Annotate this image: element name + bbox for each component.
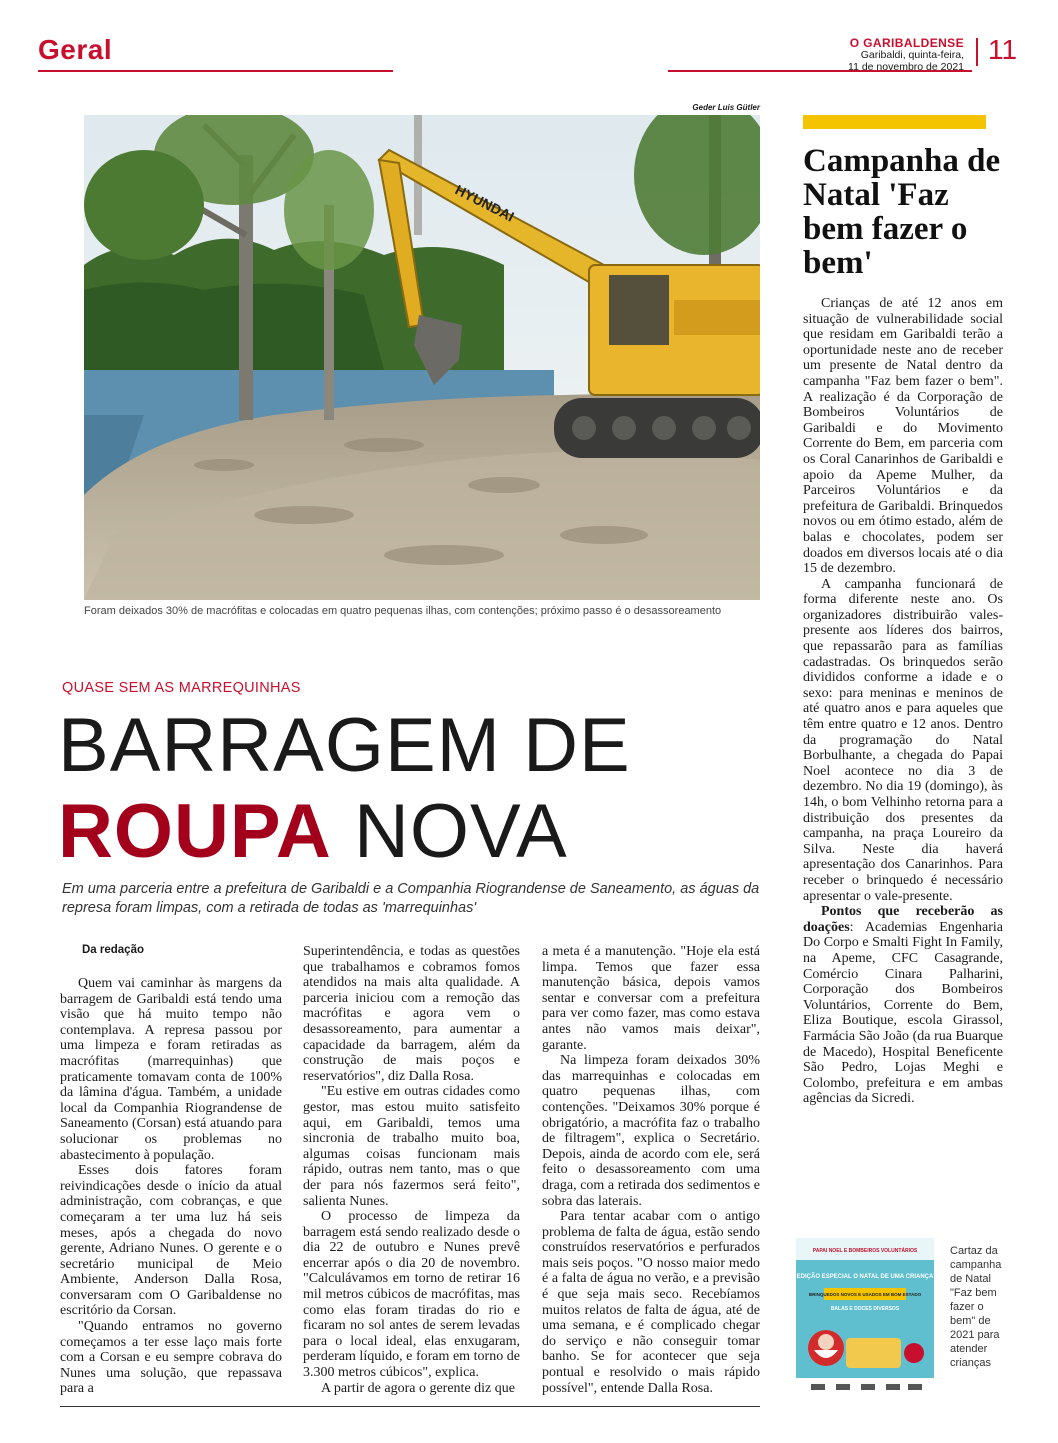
dateline-2: 11 de novembro de 2021: [848, 61, 964, 73]
headline-rest: NOVA: [353, 789, 568, 874]
poster-caption: Cartaz da campanha de Natal "Faz bem fazer o bem" de 2021 para atender crianças: [950, 1245, 1002, 1369]
header-rule-left: [38, 70, 393, 72]
deck: Em uma parceria entre a prefeitura de Garibaldi e a Companhia Riograndense de Saneamento, as águas da represa foram limpas, com a retirada de todas as 'marrequinhas': [62, 881, 760, 916]
svg-text:EDIÇÃO ESPECIAL O NATAL DE UMA: EDIÇÃO ESPECIAL O NATAL DE UMA CRIANÇA: [796, 1274, 934, 1280]
donation-points-lead: Pontos que receberão as doações: [803, 904, 1003, 935]
byline: Da redação: [82, 944, 145, 956]
paragraph: a meta é a manutenção. "Hoje ela está limpa. Temos que fazer essa manutenção básica, depois vamos sentar e conversar com a prefeitura para ver como fazer, mas como estava antes não vamos mais deixar", garante.: [542, 944, 760, 1053]
sidebar-accent-bar: [803, 115, 986, 129]
paragraph: "Quando entramos no governo começamos a ter esse laço mais forte com a Corsan e eu sempre cobrava do Nunes uma solução, que repassava para a: [60, 1319, 282, 1397]
paragraph: Crianças de até 12 anos em situação de vulnerabilidade social que residam em Garibaldi terão a oportunidade neste ano de receber um presente de Natal dentro da campanha "Faz bem fazer o bem". A realização é da Corporação de Bombeiros Voluntários de Garibaldi e do Movimento Corrente do Bem, em parceria com os Coral Canarinhos de Garibaldi e apoio da Apeme Mulher, da Parceiros Voluntários e da prefeitura de Garibaldi. Brinquedos novos ou em ótimo estado, além de balas e chocolates, podem ser doados em diversos locais até o dia 15 de dezembro.: [803, 296, 1003, 577]
donation-points-list: : Academias Engenharia Do Corpo e Smalti Fight In Family, na Apeme, CFC Casagrande, Comércio Cinara Palharini, Corporação dos Bombeiros Voluntários, Corrente do Bem, Eliza Boutique, escola Girassol, Farmácia São João (da rua Buarque de Macedo), Hospital Beneficente São Pedro, Lojas Meghi e Colombo, prefeitura e em ambas agências da Sicredi.: [803, 919, 1003, 1107]
photo-caption: Foram deixados 30% de macrófitas e colocadas em quatro pequenas ilhas, com contenções; próximo passo é o desassoreamento: [84, 605, 722, 617]
svg-text:BALAS E DOCES DIVERSOS: BALAS E DOCES DIVERSOS: [830, 1306, 900, 1312]
dateline-1: Garibaldi, quinta-feira,: [860, 49, 964, 61]
article-column-2: [303, 944, 520, 1396]
page-number-separator: [976, 38, 978, 66]
paragraph: [803, 904, 1003, 1107]
svg-text:PAPAI NOEL E BOMBEIROS VOLUNTÁ: PAPAI NOEL E BOMBEIROS VOLUNTÁRIOS: [812, 1248, 918, 1254]
paragraph: Na limpeza foram deixados 30% das marrequinhas e colocadas em quatro pequenas ilhas, com contenções. "Deixamos 30% porque é obrigatório, a macrófita faz o trabalho de filtragem", explica o Secretário. Depois, ainda de acordo com ele, será feito o desassoreamento com uma draga, com a retirada dos sedimentos e sobra das laterais.: [542, 1053, 760, 1209]
photo-illustration: [84, 115, 760, 600]
kicker: QUASE SEM AS MARREQUINHAS: [62, 680, 301, 696]
photo-credit: Geder Luis Gütler: [692, 103, 760, 112]
paragraph: Quem vai caminhar às margens da barragem de Garibaldi está tendo uma visão que há muito tempo não contemplava. A represa passou por uma limpeza e foram retiradas as macrófitas (marrequinhas) que praticamente tomavam conta de 100% da lâmina d'água. Também, a unidade local da Companhia Riograndense de Saneamento (Corsan) está atuando para solucionar os problemas no abastecimento à população.: [60, 976, 282, 1163]
paragraph: Esses dois fatores foram reivindicações desde o início da atual administração, com cobranças, e que começaram a ter uma luz há seis meses, após a chegada do novo gerente, Adriano Nunes. O gerente e o secretário municipal de Meio Ambiente, Anderson Dalla Rosa, conversaram com O Garibaldense no escritório da Corsan.: [60, 1163, 282, 1319]
headline-accent: ROUPA: [58, 789, 332, 874]
paper-name: O GARIBALDENSE: [849, 36, 964, 50]
campaign-poster: [796, 1238, 934, 1396]
svg-text:HYUNDAI: HYUNDAI: [452, 181, 517, 225]
paragraph: "Eu estive em outras cidades como gestor, mas estou muito satisfeito aqui, em Garibaldi, temos uma sincronia de trabalho muito boa, algumas coisas funcionam mais rápido, outras nem tanto, mas o que der para nós fazermos será feito", salienta Nunes.: [303, 1084, 520, 1209]
paragraph: O processo de limpeza da barragem está sendo realizado desde o dia 22 de outubro e Nunes prevê encerrar após o dia 20 de novembro. "Calculávamos em torno de retirar 16 mil metros cúbicos de macrófitas, mas como elas foram tiradas do rio e ficaram no sol antes de serem levadas para o local ideal, elas enxugaram, perderam líquido, e foram em torno de 3.300 metros cúbicos", explica.: [303, 1209, 520, 1381]
paragraph: A campanha funcionará de forma diferente neste ano. Os organizadores distribuirão vales-presente aos líderes dos bairros, que repassarão para as famílias cadastradas. Os brinquedos serão divididos conforme a idade e o sexo: para meninas e meninos de até quatro anos e para aqueles que têm entre quatro e 12 anos. Dentro da programação do Natal Borbulhante, a chegada do Papai Noel acontece no dia 3 de dezembro. No dia 19 (domingo), às 14h, o bom Velhinho retorna para a distribuição dos presentes da campanha, na praça Loureiro da Silva. Neste dia haverá apresentação dos Canarinhos. Para receber o brinquedo é necessário apresentar o vale-presente.: [803, 576, 1003, 904]
masthead: [848, 37, 964, 73]
page-number: 11: [988, 34, 1018, 65]
bottom-rule: [60, 1406, 760, 1407]
article-column-3: [542, 944, 760, 1396]
main-photo-excavator: [84, 115, 760, 600]
sidebar-title: Campanha de Natal 'Faz bem fazer o bem': [803, 143, 1001, 281]
paragraph: A partir de agora o gerente diz que: [321, 1380, 515, 1396]
article-column-1: [60, 976, 282, 1397]
svg-text:BRINQUEDOS NOVOS E USADOS EM B: BRINQUEDOS NOVOS E USADOS EM BOM ESTADO: [808, 1292, 922, 1297]
headline-line-1: BARRAGEM DE: [58, 703, 631, 788]
headline-line-2: [58, 788, 568, 876]
paragraph: Para tentar acabar com o antigo problema de falta de água, estão sendo construídos reservatórios e perfurados mais seis poços. "O nosso maior medo é a falta de água no verão, e a previsão é que seja mais seco. Recebíamos muitos relatos de falta de água, até de uma semana, e é complicado chegar do serviço e não conseguir tomar banho. Se for acontecer que seja pontual e resolvido o mais rápido possível", entende Dalla Rosa.: [542, 1209, 760, 1396]
sidebar-body: [803, 296, 1003, 1107]
section-title: Geral: [38, 34, 113, 65]
paragraph: Superintendência, e todas as questões que trabalhamos e cobramos fomos atendidos na mais alta qualidade. A parceria iniciou com a remoção das macrófitas e agora vem o desassoreamento, para aumentar a capacidade da barragem, além da construção de mais poços e reservatórios", diz Dalla Rosa.: [303, 944, 520, 1084]
poster-illustration: [796, 1238, 934, 1396]
